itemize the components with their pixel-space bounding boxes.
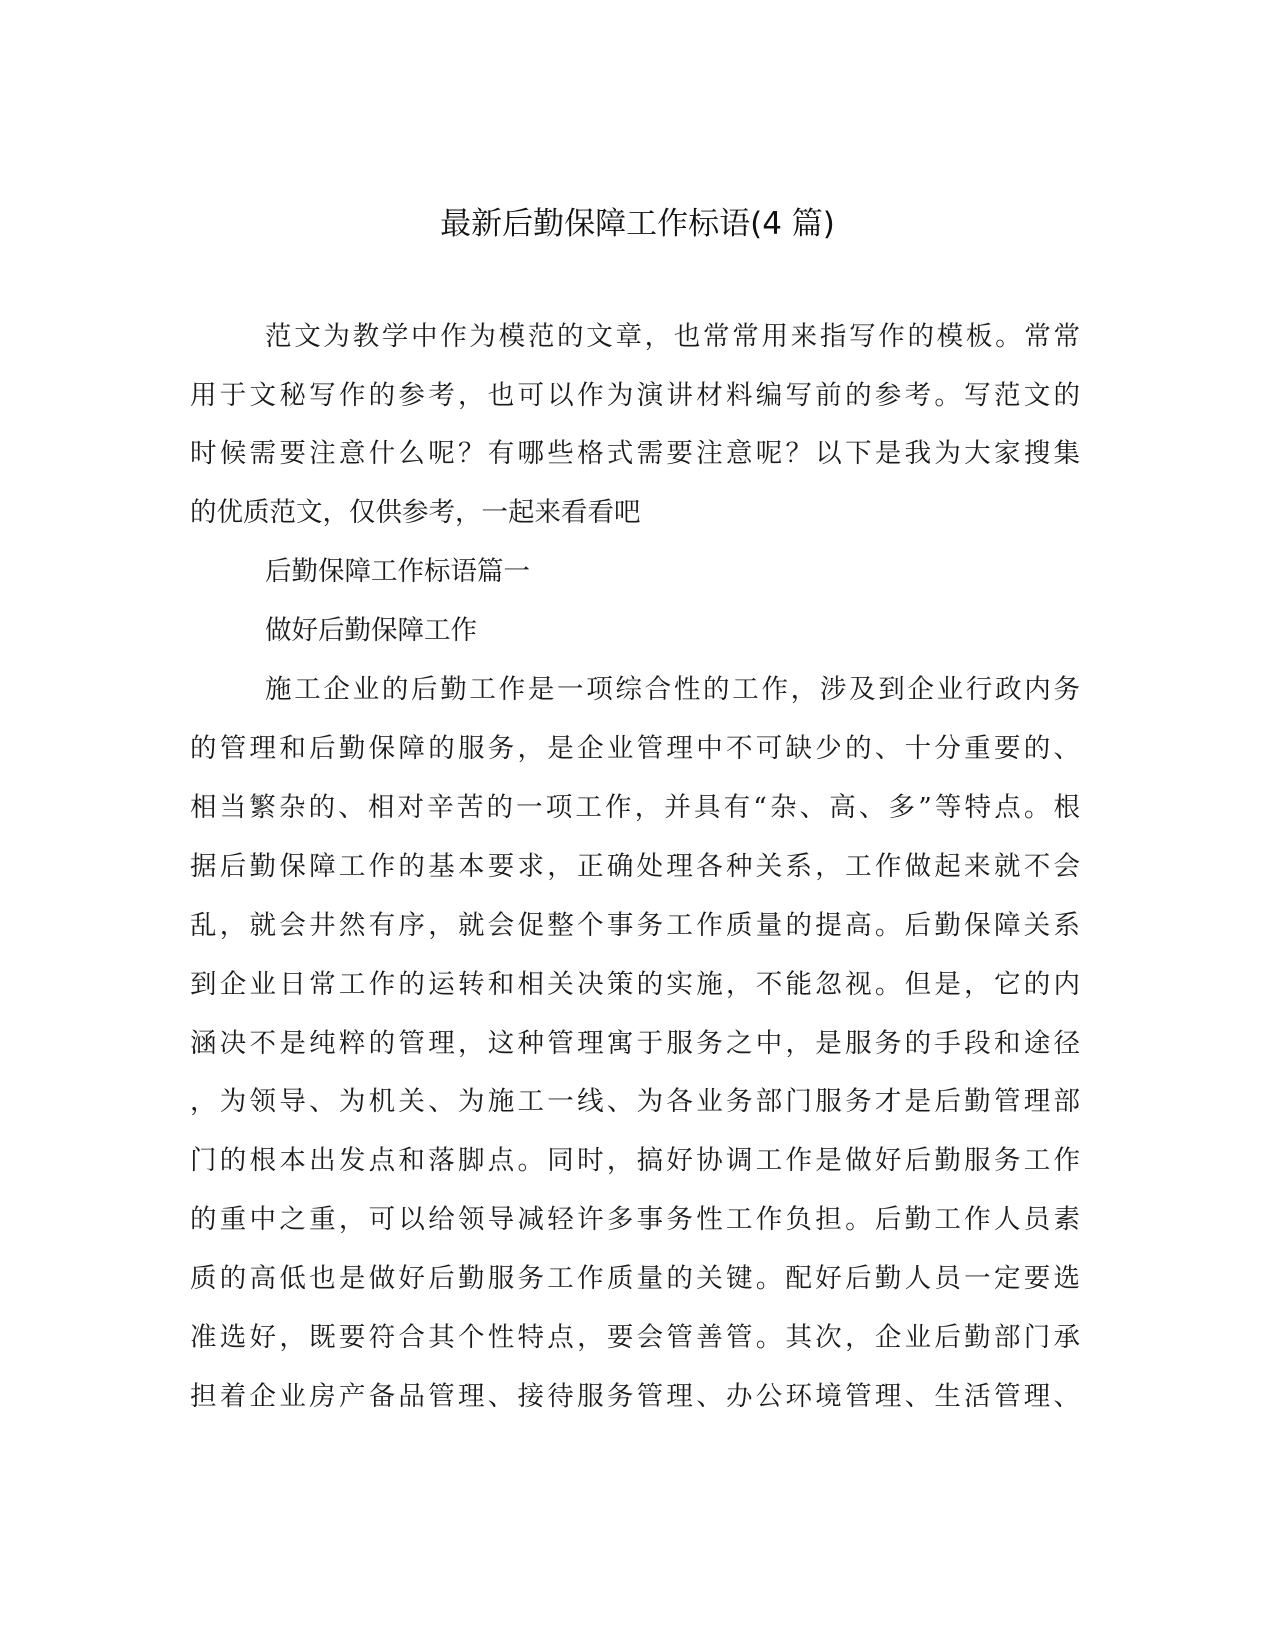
intro-line: 用于文秘写作的参考，也可以作为演讲材料编写前的参考。写范文的 [190, 380, 1080, 411]
intro-line: 范文为教学中作为模范的文章，也常常用来指写作的模板。常常 [265, 321, 1080, 352]
body-line: 质的高低也是做好后勤服务工作质量的关键。配好后勤人员一定要选 [190, 1263, 1080, 1294]
body-line: 施工企业的后勤工作是一项综合性的工作，涉及到企业行政内务 [265, 674, 1080, 705]
body-line: 准选好，既要符合其个性特点，要会管善管。其次，企业后勤部门承 [190, 1322, 1080, 1353]
body-line: 相当繁杂的、相对辛苦的一项工作，并具有“杂、高、多”等特点。根 [190, 792, 1080, 823]
body-line: 担着企业房产备品管理、接待服务管理、办公环境管理、生活管理、 [190, 1381, 1080, 1412]
body-line: 涵决不是纯粹的管理，这种管理寓于服务之中，是服务的手段和途径 [190, 1028, 1080, 1059]
body-line: 门的根本出发点和落脚点。同时，搞好协调工作是做好后勤服务工作 [190, 1145, 1080, 1176]
intro-line: 的优质范文，仅供参考，一起来看看吧 [190, 497, 641, 528]
section-heading: 后勤保障工作标语篇一 [265, 556, 530, 587]
subheading: 做好后勤保障工作 [265, 615, 477, 646]
body-line: 的管理和后勤保障的服务，是企业管理中不可缺少的、十分重要的、 [190, 733, 1080, 764]
body-line: 到企业日常工作的运转和相关决策的实施，不能忽视。但是，它的内 [190, 969, 1080, 1000]
body-line: 乱，就会井然有序，就会促整个事务工作质量的提高。后勤保障关系 [190, 910, 1080, 941]
intro-line: 时候需要注意什么呢？有哪些格式需要注意呢？以下是我为大家搜集 [190, 438, 1080, 469]
document-title: 最新后勤保障工作标语(4 篇) [440, 206, 835, 242]
body-line: 的重中之重，可以给领导减轻许多事务性工作负担。后勤工作人员素 [190, 1204, 1080, 1235]
body-line: ，为领导、为机关、为施工一线、为各业务部门服务才是后勤管理部 [190, 1086, 1080, 1117]
body-line: 据后勤保障工作的基本要求，正确处理各种关系，工作做起来就不会 [190, 851, 1080, 882]
